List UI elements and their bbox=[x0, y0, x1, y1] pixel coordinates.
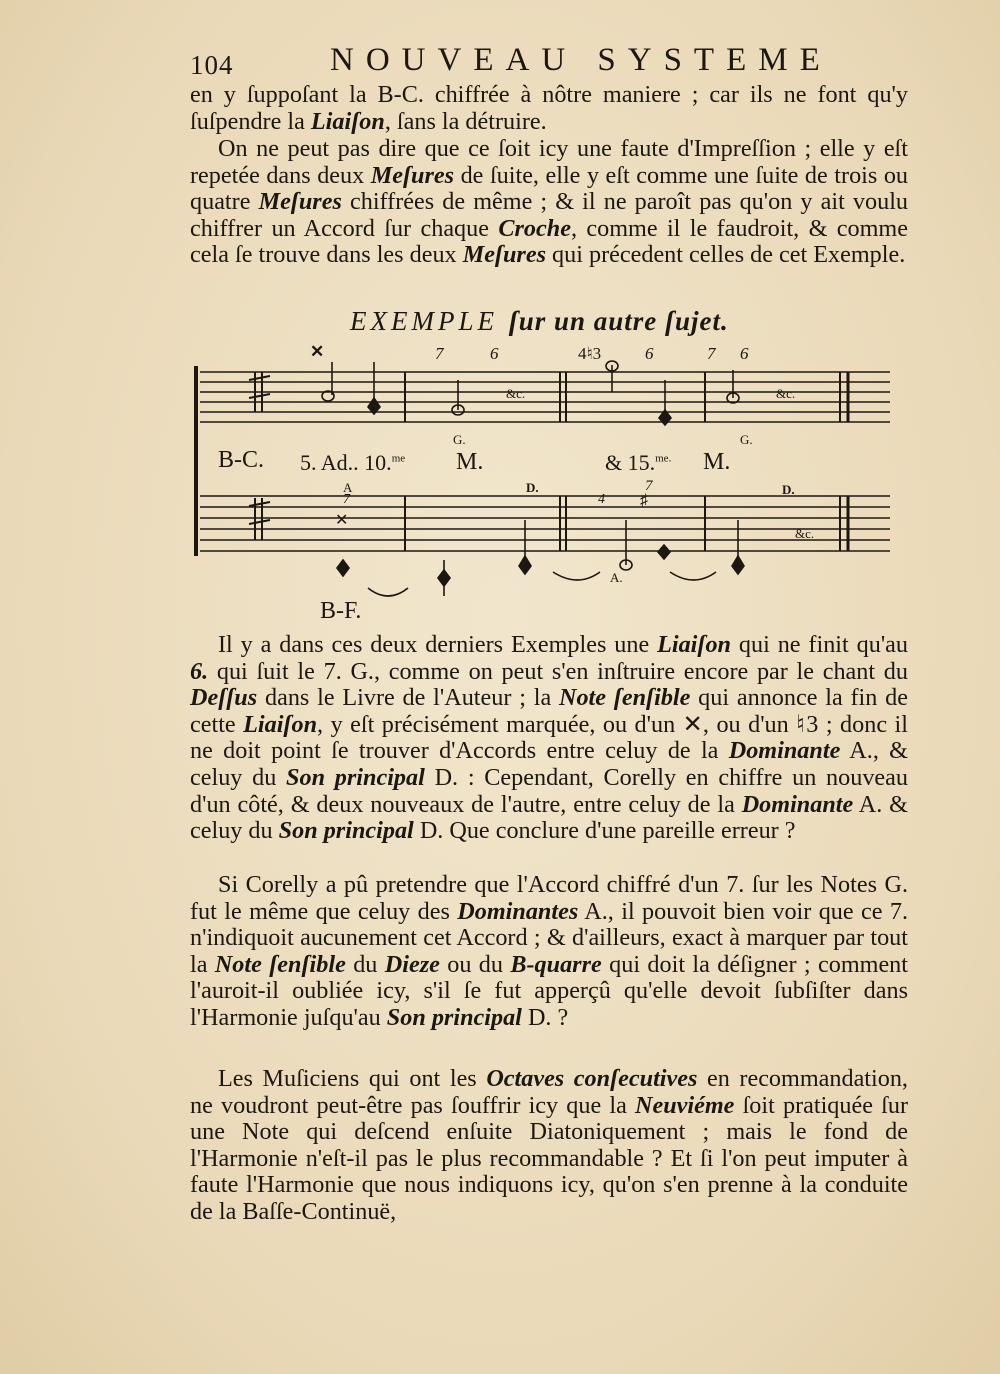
figure-43: 4♮3 bbox=[578, 344, 602, 363]
bf-label: B-F. bbox=[320, 598, 362, 624]
para4-emphasis: B-quarre bbox=[510, 950, 602, 978]
paragraph-4-text: Si Corelly a pû pretendre que l'Accord chiffré d'un 7. ſur les Notes G. fut le même que celuy des Dominantes A., il pouvoit bien voir que ce 7. n'indiquoit aucunement cet Accord ; & d'ailleurs, exact à marquer par tout la Note ſenſible du Dieze ou du B-quarre qui doit la déſigner ; comment l'auroit-il oubliée icy, s'il ſe fut apperçû qu'elle devoit ſubſiſter dans l'Harmonie juſqu'au Son principal D. ? bbox=[190, 871, 909, 1031]
example-title-rest: ſur un autre ſujet. bbox=[508, 306, 729, 336]
slur-1 bbox=[368, 588, 408, 596]
para2-emphasis: Meſures bbox=[370, 161, 455, 189]
and-label-sup: me. bbox=[655, 452, 672, 465]
and-label bbox=[605, 450, 671, 476]
para1-emphasis: Liaiſon bbox=[310, 107, 385, 135]
d-dot-label: D. bbox=[526, 480, 539, 495]
lower-notes bbox=[337, 520, 744, 596]
para3-emphasis: Liaiſon bbox=[243, 710, 318, 738]
para2-emphasis: Meſures bbox=[462, 241, 546, 269]
figure-lower-7b: 7 bbox=[645, 478, 653, 494]
para3-emphasis: Dominante bbox=[728, 737, 841, 765]
a-label: A bbox=[343, 480, 353, 495]
upper-notes bbox=[322, 361, 739, 425]
label-5ad bbox=[300, 450, 405, 476]
paragraph-5 bbox=[190, 1066, 908, 1226]
para3-emphasis: Dominante bbox=[741, 790, 854, 818]
etc-label-upper-1: &c. bbox=[506, 386, 526, 401]
figure-7: 7 bbox=[435, 344, 444, 363]
para4-emphasis: Son principal bbox=[386, 1003, 522, 1031]
paragraph-1-text: en y ſuppoſant la B-C. chiffrée à nôtre maniere ; car ils ne font qu'y ſuſpendre la Liaiſon, ſans la détruire. bbox=[190, 81, 908, 135]
page-number: 104 bbox=[190, 50, 234, 80]
para2-emphasis: Meſures bbox=[258, 188, 342, 216]
paragraph-4 bbox=[190, 872, 908, 1032]
para3-emphasis: Deſſus bbox=[190, 684, 258, 712]
m-label-1: M. bbox=[456, 449, 484, 475]
slur-2 bbox=[553, 572, 600, 580]
bc-label: B-C. bbox=[218, 447, 265, 473]
d-label: D. bbox=[782, 482, 795, 497]
label-5ad-sup: me bbox=[391, 452, 406, 465]
para3-emphasis: Note ſenſible bbox=[558, 684, 691, 712]
paragraph-3-text: Il y a dans ces deux derniers Exemples une Liaiſon qui ne finit qu'au 6. qui ſuit le 7. G., comme on peut s'en inſtruire encore par le chant du Deſſus dans le Livre de l'Auteur ; la Note ſenſible qui annonce la fin de cette Liaiſon, y eſt précisément marquée, ou d'un ✕, ou d'un ♮3 ; donc il ne doit point ſe trouver d'Accords entre celuy de la Dominante A., & celuy du Son principal D. : Cependant, Corelly en chiffre un nouveau d'un côté, & deux nouveaux de l'autre, entre celuy de la Dominante A. & celuy du Son principal D. Que conclure d'une pareille erreur ? bbox=[190, 631, 909, 845]
figure-lower-x: ✕ bbox=[335, 512, 349, 529]
para3-emphasis: Liaiſon bbox=[657, 631, 732, 658]
paragraph-2-text: On ne peut pas dire que ce ſoit icy une faute d'Impreſſion ; elle y eſt repetée dans deux Meſures de ſuite, elle y eſt comme une ſuite de trois ou quatre Meſures chiffrées de même ; & il ne paroît pas qu'on y ait voulu chiffrer un Accord ſur chaque Croche, comme il le faudroit, & comme cela ſe trouve dans les deux Meſures qui précedent celles de cet Exemple. bbox=[190, 135, 909, 269]
para3-emphasis: 6. bbox=[190, 657, 209, 685]
running-title: NOUVEAU SYSTEME bbox=[330, 42, 832, 78]
para5-emphasis: Neuviéme bbox=[635, 1091, 735, 1119]
para4-emphasis: Note ſenſible bbox=[214, 950, 346, 978]
label-5ad-text: 5. Ad.. 10. bbox=[300, 450, 392, 475]
figure-6: 6 bbox=[490, 344, 499, 363]
para4-emphasis: Dominantes bbox=[457, 897, 579, 925]
slur-3 bbox=[670, 572, 716, 580]
figure-lower-4: 4 bbox=[598, 492, 605, 507]
etc-label-upper-2: &c. bbox=[776, 386, 796, 401]
figure-x: ✕ bbox=[310, 342, 325, 361]
figure-6b: 6 bbox=[645, 344, 654, 363]
para2-emphasis: Croche bbox=[498, 214, 571, 242]
music-example bbox=[0, 0, 1000, 640]
example-title-main: EXEMPLE bbox=[350, 306, 498, 336]
lower-staff bbox=[200, 496, 890, 551]
figure-7b: 7 bbox=[707, 344, 716, 363]
para3-emphasis: Son principal bbox=[286, 763, 425, 791]
g-label-2: G. bbox=[740, 432, 753, 447]
para4-emphasis: Dieze bbox=[384, 950, 440, 978]
m-label-2: M. bbox=[703, 449, 731, 475]
figure-lower-sharp: ♯ bbox=[640, 492, 648, 509]
figure-6c: 6 bbox=[740, 344, 749, 363]
para3-emphasis: Son principal bbox=[278, 817, 414, 845]
paragraph-5-text: Les Muſiciens qui ont les Octaves conſecutives en recommandation, ne voudront peut-être pas ſouffrir icy que la Neuviéme ſoit pratiquée ſur une Note qui deſcend enſuite Diatoniquement ; mais le fond de l'Harmonie n'eſt-il pas le plus recommandable ? Et ſi l'on peut imputer à faute l'Harmonie que nous indiquons icy, qu'on s'en prenne à la conduite de la Baſſe-Continuë, bbox=[190, 1065, 908, 1225]
etc-label-lower: &c. bbox=[795, 526, 815, 541]
figure-lower-7: 7 bbox=[343, 492, 350, 507]
a-label-2: A. bbox=[610, 570, 623, 585]
and-label-text: & 15. bbox=[605, 450, 656, 475]
para5-emphasis: Octaves conſecutives bbox=[486, 1065, 698, 1092]
paragraph-3 bbox=[190, 632, 908, 845]
g-label-1: G. bbox=[453, 432, 466, 447]
